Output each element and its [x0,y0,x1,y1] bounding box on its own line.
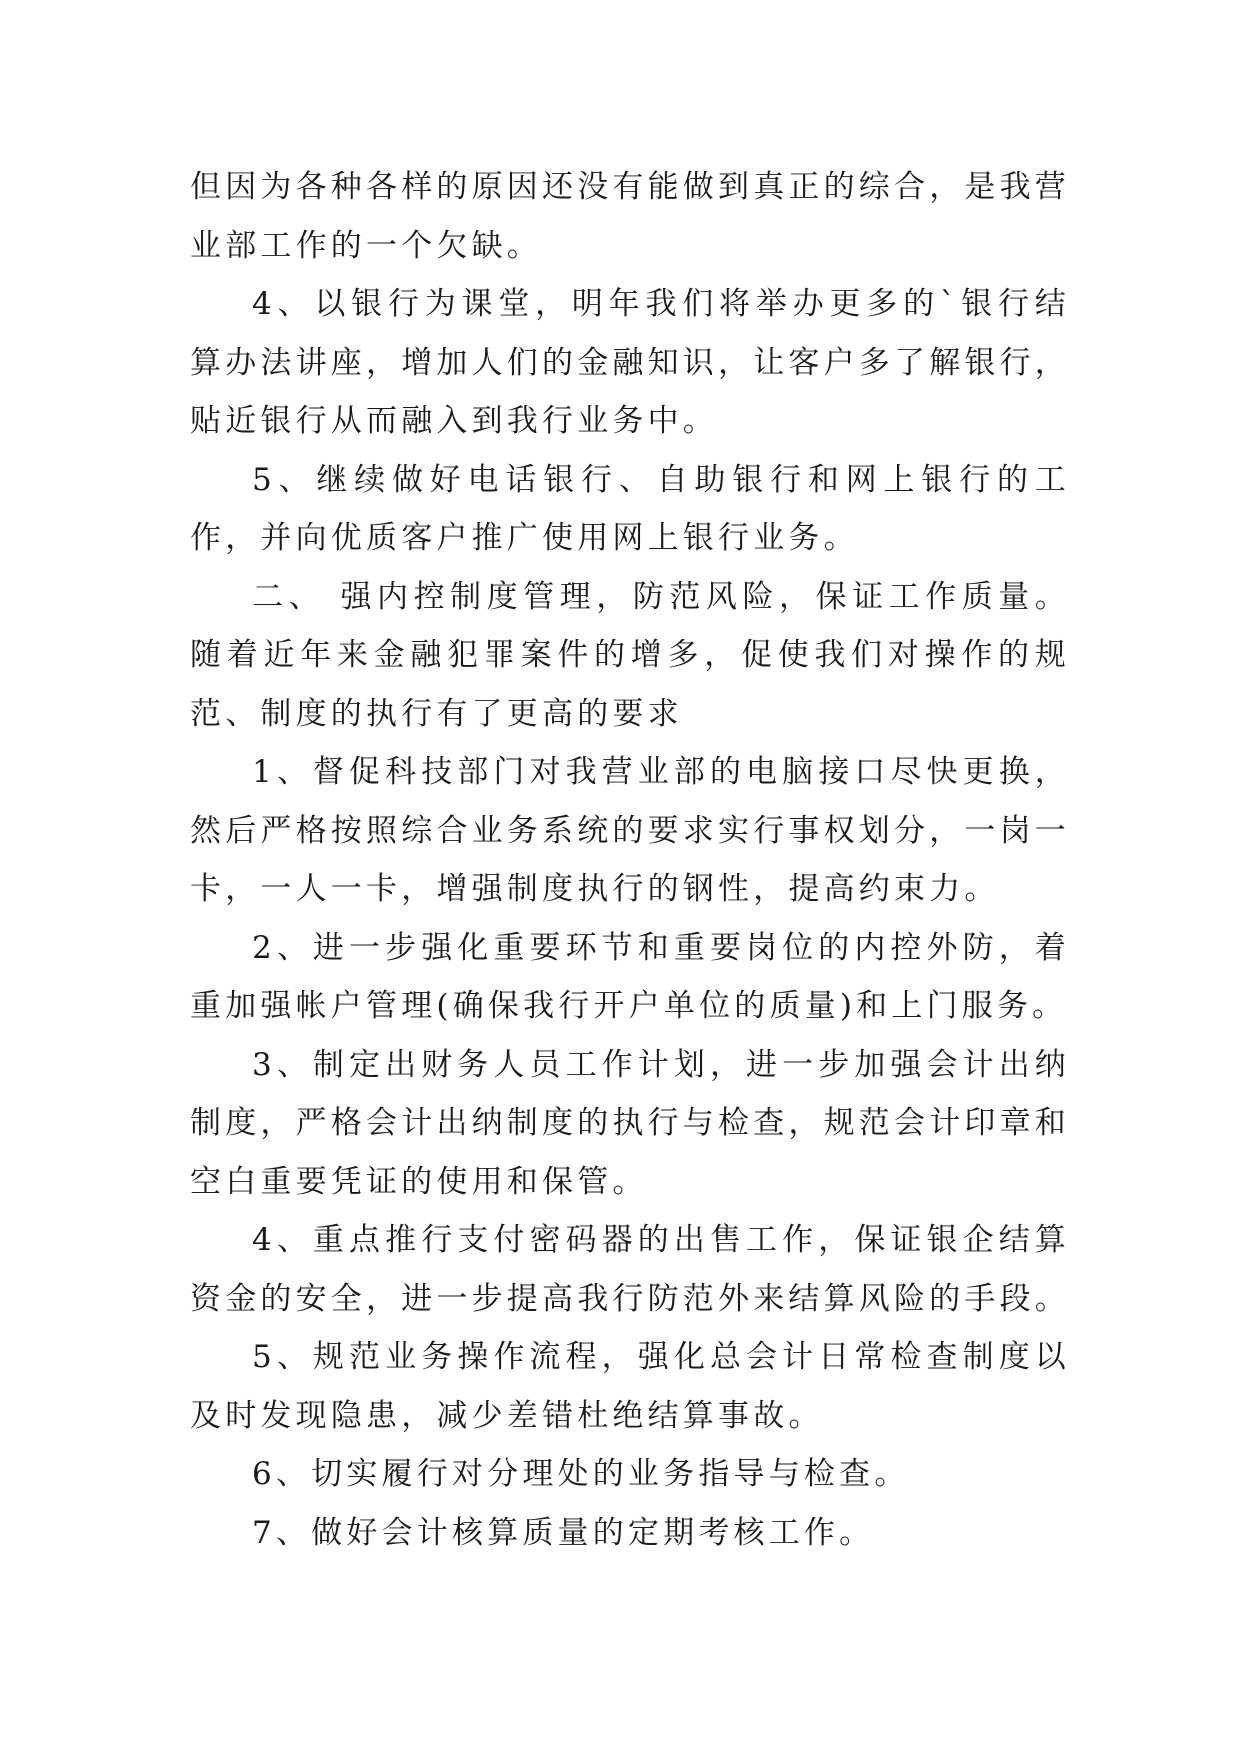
paragraph-item-7-assessment: 7、做好会计核算质量的定期考核工作。 [252,1514,875,1551]
section-heading-internal-control: 二、 强内控制度管理，防范风险，保证工作质量。随着近年来金融犯罪案件的增多，促使我们对操作的规范、制度的执行有了更高的要求 [190,578,1070,732]
document-body [190,158,1070,1562]
paragraph-continuation: 但因为各种各样的原因还没有能做到真正的综合，是我营业部工作的一个欠缺。 [190,169,1070,264]
paragraph-item-1-tech-interface: 1、督促科技部门对我营业部的电脑接口尽快更换，然后严格按照综合业务系统的要求实行事权划分，一岗一卡，一人一卡，增强制度执行的钢性，提高约束力。 [190,754,1070,907]
paragraph-item-6-guidance: 6、切实履行对分理处的业务指导与检查。 [252,1456,910,1492]
paragraph-item-2-key-links: 2、进一步强化重要环节和重要岗位的内控外防，着重加强帐户管理(确保我行开户单位的质量)和上门服务。 [190,929,1070,1024]
paragraph-item-4-payment-device: 4、重点推行支付密码器的出售工作，保证银企结算资金的安全，进一步提高我行防范外来结算风险的手段。 [190,1222,1070,1317]
paragraph-item-5-process: 5、规范业务操作流程，强化总会计日常检查制度以及时发现隐患，减少差错杜绝结算事故。 [190,1339,1070,1434]
paragraph-item-4-bank-classroom: 4、以银行为课堂，明年我们将举办更多的`银行结算办法讲座，增加人们的金融知识，让客户多了解银行，贴近银行从而融入到我行业务中。 [190,286,1070,439]
paragraph-item-3-finance-plan: 3、制定出财务人员工作计划，进一步加强会计出纳制度，严格会计出纳制度的执行与检查，规范会计印章和空白重要凭证的使用和保管。 [190,1046,1070,1200]
paragraph-item-5-e-banking: 5、继续做好电话银行、自助银行和网上银行的工作，并向优质客户推广使用网上银行业务。 [190,461,1070,556]
